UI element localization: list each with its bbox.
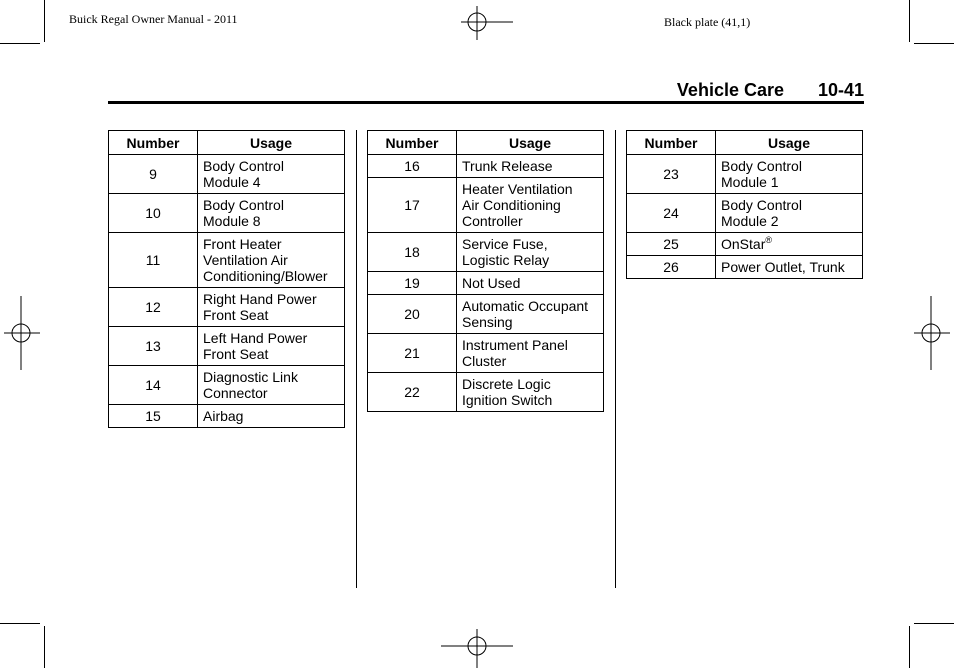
crop-mark [44, 626, 45, 668]
usage-line: Diagnostic Link [203, 369, 298, 385]
usage-line: Connector [203, 385, 268, 401]
usage-line: Module 4 [203, 174, 261, 190]
crop-mark [0, 43, 40, 44]
fuse-usage [198, 288, 345, 327]
table-row [109, 155, 345, 194]
usage-line: Not Used [462, 275, 521, 291]
table-row [109, 233, 345, 288]
table-row [368, 295, 604, 334]
fuse-number: 17 [368, 178, 457, 233]
crop-mark [44, 0, 45, 42]
fuse-number: 19 [368, 272, 457, 295]
plate-label: Black plate (41,1) [664, 15, 751, 29]
fuse-usage [457, 373, 604, 412]
fuse-usage [457, 155, 604, 178]
table-row [368, 155, 604, 178]
crop-mark [0, 623, 40, 624]
crop-mark [914, 623, 954, 624]
usage-line: Body Control [203, 197, 284, 213]
usage-line: OnStar [721, 236, 766, 252]
fuse-usage [198, 155, 345, 194]
fuse-table [108, 130, 345, 428]
fuse-usage [457, 233, 604, 272]
column-header-usage: Usage [457, 131, 604, 155]
fuse-number: 20 [368, 295, 457, 334]
fuse-number: 22 [368, 373, 457, 412]
page-number: 10-41 [817, 80, 864, 100]
usage-line: Module 2 [721, 213, 779, 229]
usage-line: Body Control [721, 158, 802, 174]
fuse-number: 26 [627, 256, 716, 279]
usage-line: Front Heater [203, 236, 282, 252]
fuse-number: 18 [368, 233, 457, 272]
usage-line: Discrete Logic [462, 376, 551, 392]
usage-line: Ignition Switch [462, 392, 553, 408]
fuse-number: 9 [109, 155, 198, 194]
usage-line: Body Control [203, 158, 284, 174]
registration-mark-icon [4, 296, 40, 370]
fuse-number: 23 [627, 155, 716, 194]
table-header-row [368, 131, 604, 155]
crop-mark [909, 626, 910, 668]
usage-line: Body Control [721, 197, 802, 213]
fuse-usage [457, 178, 604, 233]
table-row [627, 256, 863, 279]
column-header-usage: Usage [716, 131, 863, 155]
registered-mark: ® [765, 235, 772, 245]
fuse-usage [198, 327, 345, 366]
running-head [108, 78, 864, 100]
fuse-number: 25 [627, 233, 716, 256]
table-row [368, 178, 604, 233]
fuse-number: 16 [368, 155, 457, 178]
fuse-number: 14 [109, 366, 198, 405]
table-row [368, 334, 604, 373]
table-row [368, 272, 604, 295]
usage-line: Trunk Release [462, 158, 553, 174]
section-title: Vehicle Care [676, 80, 784, 100]
usage-line: Right Hand Power [203, 291, 317, 307]
fuse-usage [198, 233, 345, 288]
table-row [627, 155, 863, 194]
table-row [368, 373, 604, 412]
fuse-table [367, 130, 604, 412]
registration-mark-icon [914, 296, 950, 370]
usage-line: Conditioning/Blower [203, 268, 328, 284]
table-row [109, 194, 345, 233]
fuse-number: 12 [109, 288, 198, 327]
usage-line: Ventilation Air [203, 252, 288, 268]
crop-mark [914, 43, 954, 44]
usage-line: Front Seat [203, 346, 269, 362]
fuse-number: 11 [109, 233, 198, 288]
usage-line: Airbag [203, 408, 244, 424]
fuse-usage [457, 295, 604, 334]
fuse-number: 13 [109, 327, 198, 366]
usage-line: Service Fuse, [462, 236, 548, 252]
fuse-usage [716, 194, 863, 233]
registration-mark-icon [441, 629, 515, 668]
fuse-number: 24 [627, 194, 716, 233]
usage-line: Logistic Relay [462, 252, 550, 268]
usage-line: Controller [462, 213, 523, 229]
column-divider [615, 130, 616, 588]
column-header-number: Number [368, 131, 457, 155]
usage-line: Module 8 [203, 213, 261, 229]
usage-line: Sensing [462, 314, 513, 330]
fuse-usage [457, 334, 604, 373]
usage-line: Front Seat [203, 307, 269, 323]
fuse-usage [198, 366, 345, 405]
fuse-usage [716, 155, 863, 194]
fuse-table [626, 130, 863, 279]
fuse-number: 15 [109, 405, 198, 428]
table-row [109, 327, 345, 366]
usage-line: Power Outlet, Trunk [721, 259, 845, 275]
usage-line: Heater Ventilation [462, 181, 573, 197]
fuse-usage [198, 405, 345, 428]
table-row [627, 194, 863, 233]
table-row [368, 233, 604, 272]
fuse-usage [716, 233, 863, 256]
fuse-number: 10 [109, 194, 198, 233]
fuse-number: 21 [368, 334, 457, 373]
usage-line: Air Conditioning [462, 197, 561, 213]
fuse-usage [198, 194, 345, 233]
fuse-usage [457, 272, 604, 295]
table-row [627, 233, 863, 256]
table-row [109, 405, 345, 428]
column-divider [356, 130, 357, 588]
table-row [109, 288, 345, 327]
usage-line: Left Hand Power [203, 330, 308, 346]
registration-mark-icon [461, 6, 515, 40]
usage-line: Automatic Occupant [462, 298, 589, 314]
crop-mark [909, 0, 910, 42]
usage-line: Cluster [462, 353, 507, 369]
table-header-row [109, 131, 345, 155]
fuse-usage [716, 256, 863, 279]
manual-title: Buick Regal Owner Manual - 2011 [69, 12, 238, 26]
column-header-number: Number [109, 131, 198, 155]
column-header-usage: Usage [198, 131, 345, 155]
usage-line: Module 1 [721, 174, 779, 190]
column-header-number: Number [627, 131, 716, 155]
header-rule [108, 101, 864, 104]
usage-line: Instrument Panel [462, 337, 568, 353]
table-header-row [627, 131, 863, 155]
table-row [109, 366, 345, 405]
